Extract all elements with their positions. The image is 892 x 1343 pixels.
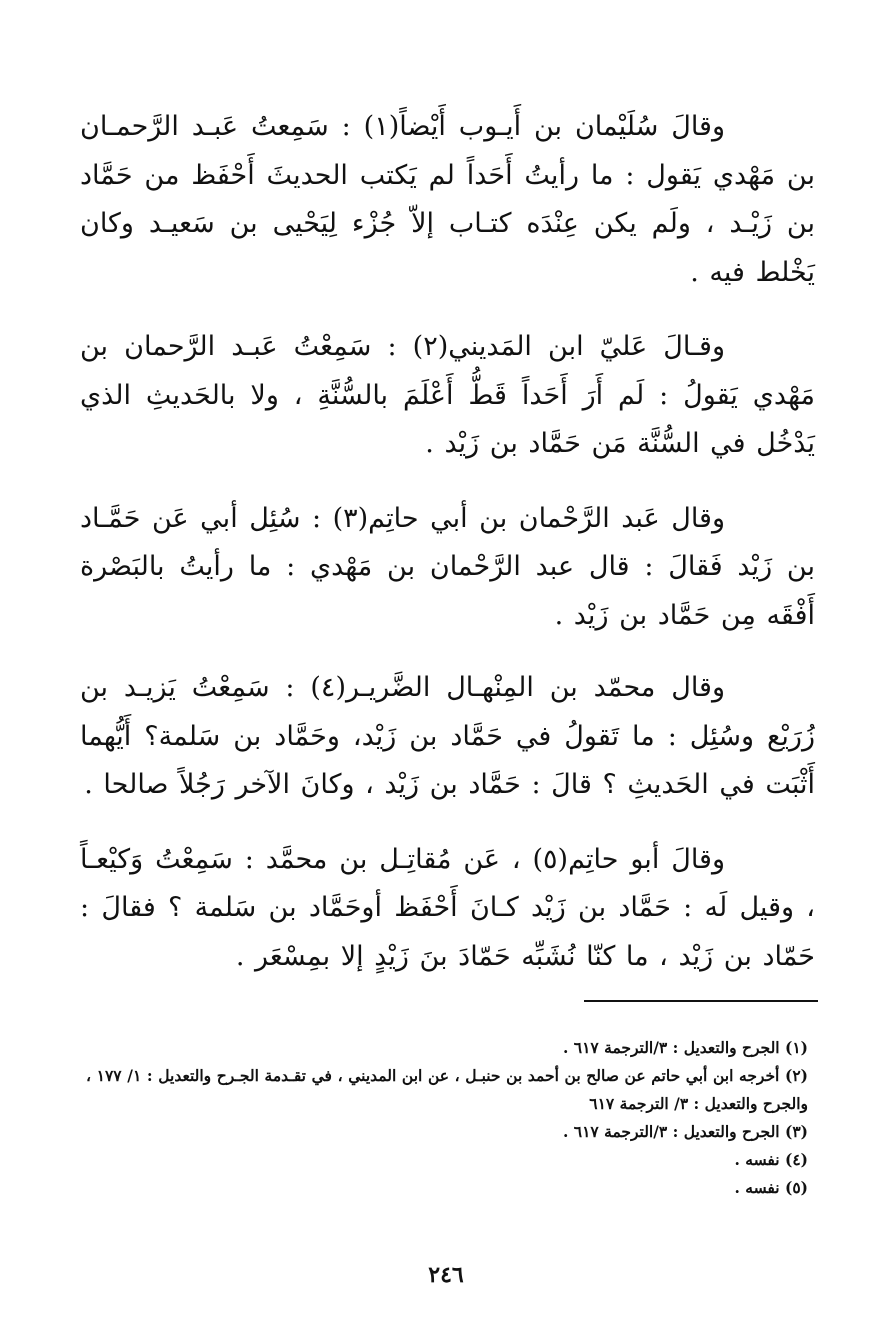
footnote: (٤) نفسه .: [734, 1150, 808, 1169]
paragraph: وقال عَبد الرَّحْمان بن أبي حاتِم(٣) : سُئِل أبي عَن حَمَّـاد بن زَيْد فَقالَ : قال عبد الرَّحْمان بن مَهْدي : ما رأيتُ بالبَصْرة أَفْقَه مِن حَمَّاد بن زَيْد .: [80, 502, 815, 631]
footnote-divider: [584, 1000, 818, 1002]
footnote: (٣) الجرح والتعديل : ٣/الترجمة ٦١٧ .: [562, 1122, 808, 1141]
paragraph: وقالَ أبو حاتِم(٥) ، عَن مُقاتِـل بن محمَّد : سَمِعْتُ وَكيْعـاً ، وقيل لَه : حَمَّاد بن زَيْد كـانَ أَحْفَظ أوحَمَّاد بن سَلمة ؟ فقالَ : حَمّاد بن زَيْد ، ما كنّا نُشَبِّه حَمّادَ بنَ زَيْدٍ إلا بمِسْعَر .: [80, 843, 815, 972]
page-number: ٢٤٦: [428, 1262, 464, 1288]
paragraph: وقالَ سُلَيْمان بن أَيـوب أَيْضاً(١) : سَمِعتُ عَبـد الرَّحمـان بن مَهْدي يَقول : ما رأيتُ أَحَداً لم يَكتب الحديثَ أَحْفَظ من حَمَّاد بن زَيْـد ، ولَم يكن عِنْدَه كتـاب إلاّ جُزْء لِيَحْيى بن سَعيـد وكان يَخْلط فيه .: [80, 111, 815, 288]
footnote: (٥) نفسه .: [734, 1178, 808, 1197]
footnotes: [86, 1034, 818, 1202]
footnote: (٢) أخرجه ابن أبي حاتم عن صالح بن أحمد بن حنبـل ، عن ابن المديني ، في تقـدمة الجـرح والتعديل : ١/ ١٧٧ ، والجرح والتعديل : ٣/ الترجمة ٦١٧: [86, 1066, 809, 1113]
paragraph: وقـالَ عَليّ ابن المَديني(٢) : سَمِعْتُ عَبـد الرَّحمان بن مَهْدي يَقولُ : لَم أَرَ أَحَداً قَطُّ أَعْلَمَ بالسُّنَّةِ ، ولا بالحَديثِ الذي يَدْخُل في السُّنَّة مَن حَمَّاد بن زَيْد .: [80, 331, 815, 459]
footnote: (١) الجرح والتعديل : ٣/الترجمة ٦١٧ .: [562, 1038, 808, 1057]
paragraph: وقال محمّد بن المِنْهـال الضَّريـر(٤) : سَمِعْتُ يَزيـد بن زُرَيْع وسُئِل : ما تَقولُ في حَمَّاد بن زَيْد، وحَمَّاد بن سَلمة؟ أَيُّهما أَثْبَت في الحَديثِ ؟ قالَ : حَمَّاد بن زَيْد ، وكانَ الآخر رَجُلاً صالحا .: [80, 672, 815, 800]
main-text: [80, 103, 815, 1007]
